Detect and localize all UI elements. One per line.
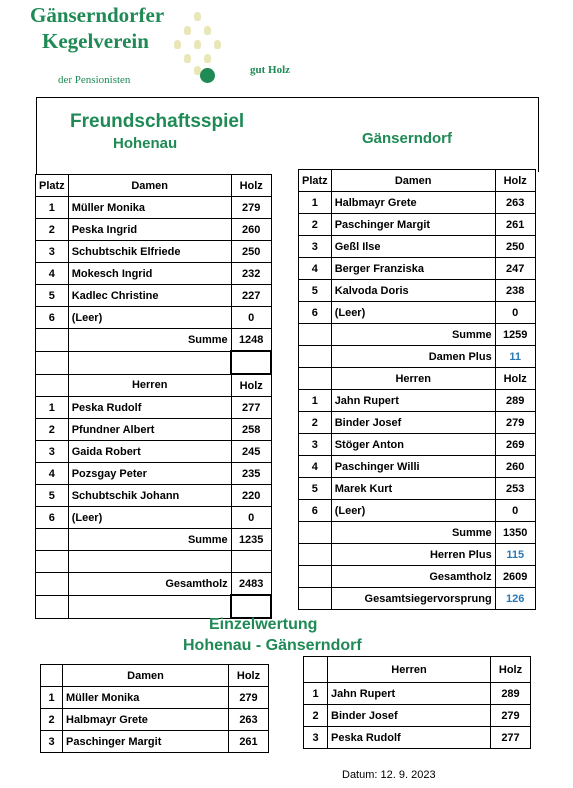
holz-header: Holz: [495, 170, 535, 192]
table-row: 1 Jahn Rupert 289: [304, 683, 531, 705]
herren-header: Herren: [331, 368, 495, 390]
bowling-pins-logo: [162, 10, 232, 90]
table-row: 3 Gaida Robert 245: [36, 441, 272, 463]
gesamtholz-value: 2609: [495, 566, 535, 588]
herren-plus-value: 115: [495, 544, 535, 566]
table-row: 6 (Leer) 0: [299, 302, 536, 324]
club-name-line2: Kegelverein: [42, 29, 149, 53]
table-row: 5 Kalvoda Doris 238: [299, 280, 536, 302]
table-row: 6 (Leer) 0: [299, 500, 536, 522]
table-row: 6 (Leer) 0: [36, 307, 272, 329]
table-row: 4 Paschinger Willi 260: [299, 456, 536, 478]
table-row: 3 Geßl Ilse 250: [299, 236, 536, 258]
table-row: 5 Schubtschik Johann 220: [36, 485, 272, 507]
team-right-title: Gänserndorf: [362, 130, 453, 147]
table-row: 1 Halbmayr Grete 263: [299, 192, 536, 214]
left-team-table: [35, 174, 272, 619]
herren-plus-label: Herren Plus: [331, 544, 495, 566]
herren-summe-label: Summe: [68, 529, 231, 551]
einzel-damen-header: Damen: [63, 665, 229, 687]
herren-summe-label: Summe: [331, 522, 495, 544]
table-row: 2 Paschinger Margit 261: [299, 214, 536, 236]
table-row: 5 Kadlec Christine 227: [36, 285, 272, 307]
bowling-ball-icon: [200, 68, 215, 83]
table-row: 4 Mokesch Ingrid 232: [36, 263, 272, 285]
table-row: 4 Berger Franziska 247: [299, 258, 536, 280]
greeting: gut Holz: [250, 64, 291, 76]
table-row: 2 Peska Ingrid 260: [36, 219, 272, 241]
table-row: 1 Müller Monika 279: [41, 687, 269, 709]
einzel-damen-table: [40, 664, 269, 753]
damen-summe-value: 1248: [231, 329, 271, 352]
damen-summe-value: 1259: [495, 324, 535, 346]
einzelwertung-subtitle: Hohenau - Gänserndorf: [183, 637, 362, 654]
einzel-herren-holz-header: Holz: [491, 657, 531, 683]
table-row: 3 Stöger Anton 269: [299, 434, 536, 456]
table-row: 4 Pozsgay Peter 235: [36, 463, 272, 485]
herren-summe-value: 1235: [231, 529, 271, 551]
einzel-herren-header: Herren: [328, 657, 491, 683]
match-title: Freundschaftsspiel: [70, 111, 245, 132]
table-row: 2 Binder Josef 279: [304, 705, 531, 727]
table-row: 3 Paschinger Margit 261: [41, 731, 269, 753]
table-row: 2 Halbmayr Grete 263: [41, 709, 269, 731]
platz-header: Platz: [299, 170, 332, 192]
table-row: 6 (Leer) 0: [36, 507, 272, 529]
einzel-damen-holz-header: Holz: [229, 665, 269, 687]
club-name-line3: der Pensionisten: [58, 74, 131, 86]
einzelwertung-title: Einzelwertung: [209, 616, 318, 633]
gesamtholz-label: Gesamtholz: [68, 573, 231, 596]
datum: Datum: 12. 9. 2023: [342, 769, 436, 781]
table-row: 2 Binder Josef 279: [299, 412, 536, 434]
holz-header: Holz: [231, 175, 271, 197]
herren-header: Herren: [68, 374, 231, 397]
table-row: 2 Pfundner Albert 258: [36, 419, 272, 441]
team-left-title: Hohenau: [113, 135, 178, 152]
platz-header: Platz: [36, 175, 69, 197]
gesamtsiegervorsprung-value: 126: [495, 588, 535, 610]
damen-summe-label: Summe: [331, 324, 495, 346]
damen-plus-value: 11: [495, 346, 535, 368]
gesamtsiegervorsprung-label: Gesamtsiegervorsprung: [331, 588, 495, 610]
table-row: 3 Schubtschik Elfriede 250: [36, 241, 272, 263]
table-row: 1 Peska Rudolf 277: [36, 397, 272, 419]
herren-holz-header: Holz: [231, 374, 271, 397]
damen-plus-label: Damen Plus: [331, 346, 495, 368]
gesamtholz-value: 2483: [231, 573, 271, 596]
table-row: 3 Peska Rudolf 277: [304, 727, 531, 749]
club-name-line1: Gänserndorfer: [30, 3, 165, 27]
table-row: 1 Jahn Rupert 289: [299, 390, 536, 412]
damen-header: Damen: [331, 170, 495, 192]
herren-holz-header: Holz: [495, 368, 535, 390]
einzel-herren-table: [303, 656, 531, 749]
herren-summe-value: 1350: [495, 522, 535, 544]
right-team-table: [298, 169, 536, 610]
table-row: 5 Marek Kurt 253: [299, 478, 536, 500]
damen-header: Damen: [68, 175, 231, 197]
table-row: 1 Müller Monika 279: [36, 197, 272, 219]
gesamtholz-label: Gesamtholz: [331, 566, 495, 588]
damen-summe-label: Summe: [68, 329, 231, 352]
